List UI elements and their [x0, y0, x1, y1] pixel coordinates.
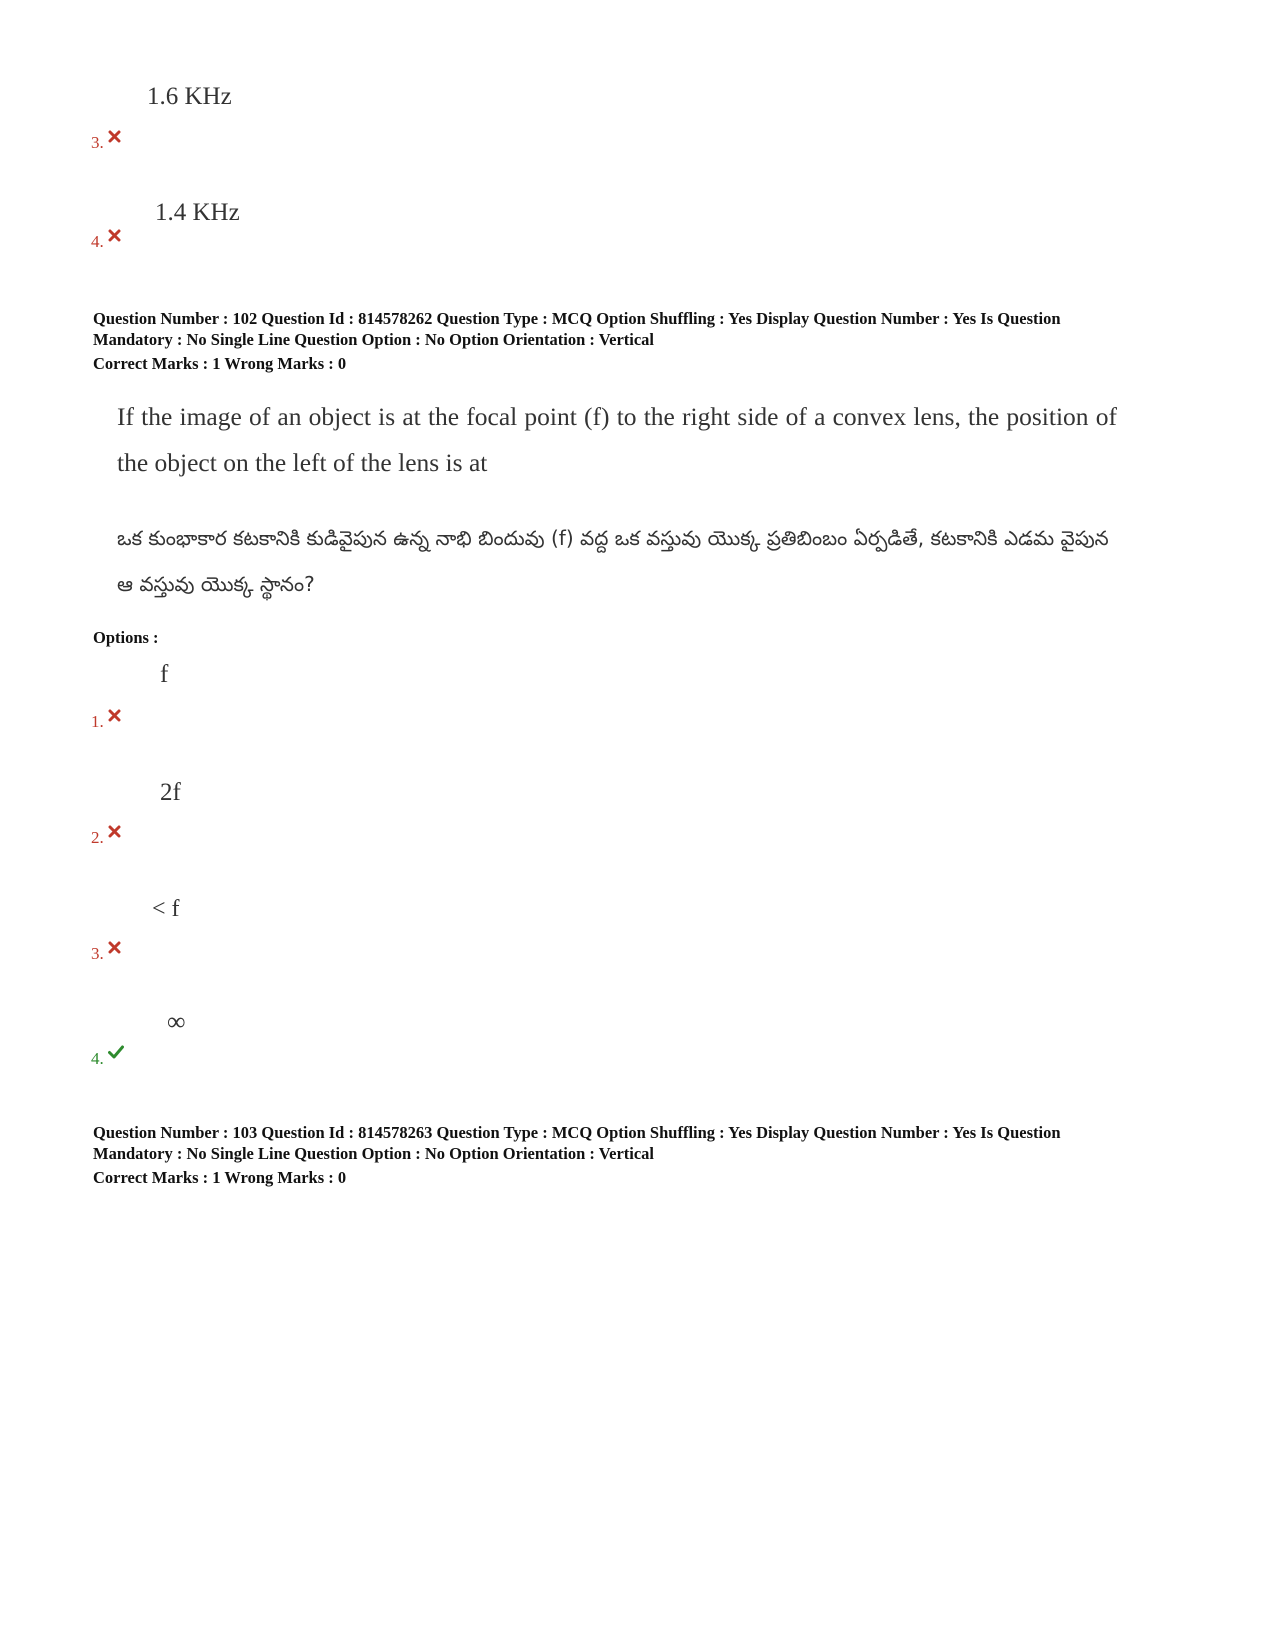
- option-3-marker: [91, 945, 121, 962]
- cross-icon: [108, 129, 121, 146]
- option-value: 2f: [160, 779, 181, 806]
- meta-line-1: Question Number : 102 Question Id : 814578262 Question Type : MCQ Option Shuffling : Yes Display Question Number : Yes Is Question: [93, 309, 1061, 328]
- cross-icon: [108, 940, 121, 957]
- marks-line: Correct Marks : 1 Wrong Marks : 0: [93, 1168, 347, 1187]
- option-2-marker: [91, 829, 121, 846]
- meta-line-1: Question Number : 103 Question Id : 814578263 Question Type : MCQ Option Shuffling : Yes Display Question Number : Yes Is Question: [93, 1123, 1061, 1142]
- options-label: Options :: [93, 628, 159, 647]
- question-103-meta: [93, 1122, 1193, 1188]
- option-number: 1.: [91, 712, 104, 731]
- option-number: 2.: [91, 828, 104, 847]
- option-1-marker: [91, 713, 121, 730]
- question-102-text-english: If the image of an object is at the focal point (f) to the right side of a convex lens, the position of the object on the left of the lens is at: [117, 402, 1117, 477]
- cross-icon: [108, 228, 121, 245]
- option-3-marker: [91, 134, 121, 151]
- option-value: ∞: [167, 1007, 186, 1036]
- option-4-marker: [91, 1050, 124, 1067]
- option-value: f: [160, 661, 169, 688]
- option-number: 4.: [91, 1049, 104, 1068]
- option-value: 1.6 KHz: [147, 83, 232, 110]
- option-4-marker: [91, 233, 121, 250]
- marks-line: Correct Marks : 1 Wrong Marks : 0: [93, 354, 347, 373]
- meta-line-2: Mandatory : No Single Line Question Option : No Option Orientation : Vertical: [93, 330, 655, 349]
- option-number: 3.: [91, 944, 104, 963]
- cross-icon: [108, 824, 121, 841]
- check-icon: [108, 1045, 124, 1062]
- question-102-meta: [93, 308, 1193, 374]
- meta-line-2: Mandatory : No Single Line Question Option : No Option Orientation : Vertical: [93, 1144, 655, 1163]
- question-102-text-telugu: ఒక కుంభాకార కటకానికి కుడివైపున ఉన్న నాభి బిందువు (f) వద్ద ఒక వస్తువు యొక్క ప్రతిబింబం ఏర్పడితే, కటకానికి ఎడమ వైపున ఆ వస్తువు యొక్క స్థానం?: [117, 526, 1109, 596]
- option-number: 3.: [91, 133, 104, 152]
- option-value: 1.4 KHz: [155, 199, 240, 226]
- option-number: 4.: [91, 232, 104, 251]
- cross-icon: [108, 708, 121, 725]
- option-value: < f: [152, 896, 180, 922]
